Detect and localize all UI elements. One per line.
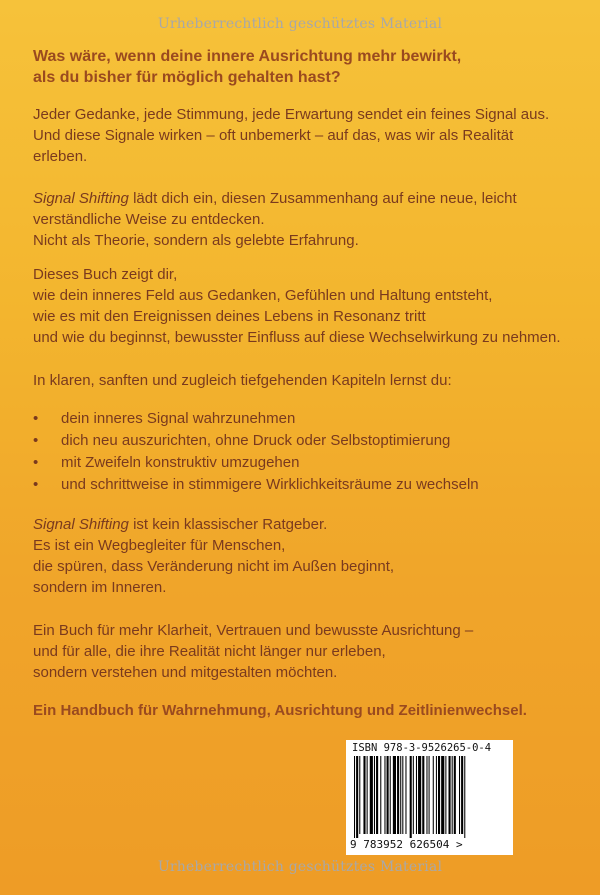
barcode-bar	[441, 756, 444, 834]
headline-line: Was wäre, wenn deine innere Ausrichtung mehr bewirkt,	[33, 48, 462, 65]
text-line	[33, 188, 573, 209]
book-title-italic: Signal Shifting	[33, 190, 129, 207]
barcode-bar	[433, 756, 434, 834]
barcode-bar	[363, 756, 365, 834]
text-line: wie es mit den Ereignissen deines Lebens in Resonanz tritt	[33, 308, 426, 325]
paragraph-not-classic-guide	[33, 514, 573, 598]
bullet-icon: •	[33, 410, 39, 427]
copyright-watermark-top: Urheberrechtlich geschütztes Material	[157, 16, 443, 32]
list-item-text: dich neu auszurichten, ohne Druck oder Selbstoptimierung	[61, 432, 451, 449]
barcode-bar	[422, 756, 424, 834]
barcode-bar	[416, 756, 417, 834]
barcode-bar	[402, 756, 403, 834]
bullet-icon: •	[33, 432, 39, 449]
isbn-barcode	[346, 740, 513, 855]
barcode-bar	[376, 756, 378, 834]
barcode-bar	[461, 756, 463, 834]
list-item	[33, 474, 573, 496]
list-item-text: und schrittweise in stimmigere Wirklichkeitsräume zu wechseln	[61, 476, 479, 493]
barcode-bar	[384, 756, 385, 834]
barcode-bar	[400, 756, 401, 834]
barcode-bar	[413, 756, 414, 834]
text-line	[33, 514, 573, 535]
barcode-bar	[454, 756, 456, 834]
isbn-label: ISBN 978-3-9526265-0-4	[352, 742, 492, 754]
text-line: erleben.	[33, 148, 88, 165]
text-fragment: lädt dich ein, diesen Zusammenhang auf eine neue, leicht	[128, 190, 517, 207]
closing-tagline: Ein Handbuch für Wahrnehmung, Ausrichtung und Zeitlinienwechsel.	[33, 702, 527, 719]
barcode-bar	[393, 756, 396, 834]
text-line: und wie du beginnst, bewusster Einfluss auf diese Wechselwirkung zu nehmen.	[33, 329, 561, 346]
paragraph-for-clarity	[33, 620, 573, 683]
paragraph-signal-shifting	[33, 188, 573, 251]
text-line: die spüren, dass Veränderung nicht im Außen beginnt,	[33, 558, 395, 575]
text-line: und für alle, die ihre Realität nicht länger nur erleben,	[33, 643, 386, 660]
list-item	[33, 430, 573, 452]
barcode-bar	[418, 756, 421, 834]
barcode-bar	[359, 756, 360, 834]
barcode-bar	[445, 756, 446, 834]
text-line: Und diese Signale wirken – oft unbemerkt – auf das, was wir als Realität	[33, 127, 514, 144]
list-item	[33, 452, 573, 474]
barcode-bars	[350, 756, 508, 838]
text-line: Jeder Gedanke, jede Stimmung, jede Erwartung sendet ein feines Signal aus.	[33, 106, 550, 123]
bullet-icon: •	[33, 476, 39, 493]
text-line: sondern im Inneren.	[33, 579, 167, 596]
bullet-list	[33, 408, 573, 496]
barcode-bar	[405, 756, 406, 834]
text-fragment: ist kein klassischer Ratgeber.	[128, 516, 328, 533]
list-item	[33, 408, 573, 430]
barcode-number: 9 783952 626504 >	[350, 838, 463, 851]
paragraph-chapters-intro	[33, 370, 573, 391]
barcode-bar	[459, 756, 460, 834]
headline-line: als du bisher für möglich gehalten hast?	[33, 69, 341, 86]
list-item-text: dein inneres Signal wahrzunehmen	[61, 410, 296, 427]
barcode-bar	[354, 756, 355, 838]
barcode-bar	[449, 756, 451, 834]
barcode-bar	[426, 756, 427, 834]
paragraph-intro	[33, 104, 573, 167]
barcode-bar	[390, 756, 391, 834]
text-line: verständliche Weise zu entdecken.	[33, 211, 265, 228]
bullet-icon: •	[33, 454, 39, 471]
barcode-bar	[387, 756, 389, 834]
barcode-bar	[429, 756, 430, 834]
text-line: Es ist ein Wegbegleiter für Menschen,	[33, 537, 286, 554]
barcode-bar	[410, 756, 412, 838]
barcode-bar	[367, 756, 368, 834]
text-line: wie dein inneres Feld aus Gedanken, Gefühlen und Haltung entsteht,	[33, 287, 493, 304]
text-line: In klaren, sanften und zugleich tiefgehenden Kapiteln lernst du:	[33, 372, 452, 389]
barcode-bar	[452, 756, 453, 834]
text-line: Dieses Buch zeigt dir,	[33, 266, 178, 283]
barcode-bar	[436, 756, 437, 834]
text-line: sondern verstehen und mitgestalten möchten.	[33, 664, 338, 681]
barcode-bar	[438, 756, 440, 834]
barcode-bar	[464, 756, 465, 838]
barcode-bar	[380, 756, 381, 834]
copyright-watermark-bottom: Urheberrechtlich geschütztes Material	[157, 859, 443, 875]
book-title-italic: Signal Shifting	[33, 516, 129, 533]
text-line: Nicht als Theorie, sondern als gelebte Erfahrung.	[33, 232, 359, 249]
headline	[33, 46, 563, 88]
text-line: Ein Buch für mehr Klarheit, Vertrauen und bewusste Ausrichtung –	[33, 622, 474, 639]
paragraph-book-shows	[33, 264, 573, 348]
barcode-bar	[374, 756, 375, 834]
list-item-text: mit Zweifeln konstruktiv umzugehen	[61, 454, 300, 471]
barcode-bar	[370, 756, 373, 834]
barcode-bar	[356, 756, 358, 838]
barcode-bar	[397, 756, 399, 834]
